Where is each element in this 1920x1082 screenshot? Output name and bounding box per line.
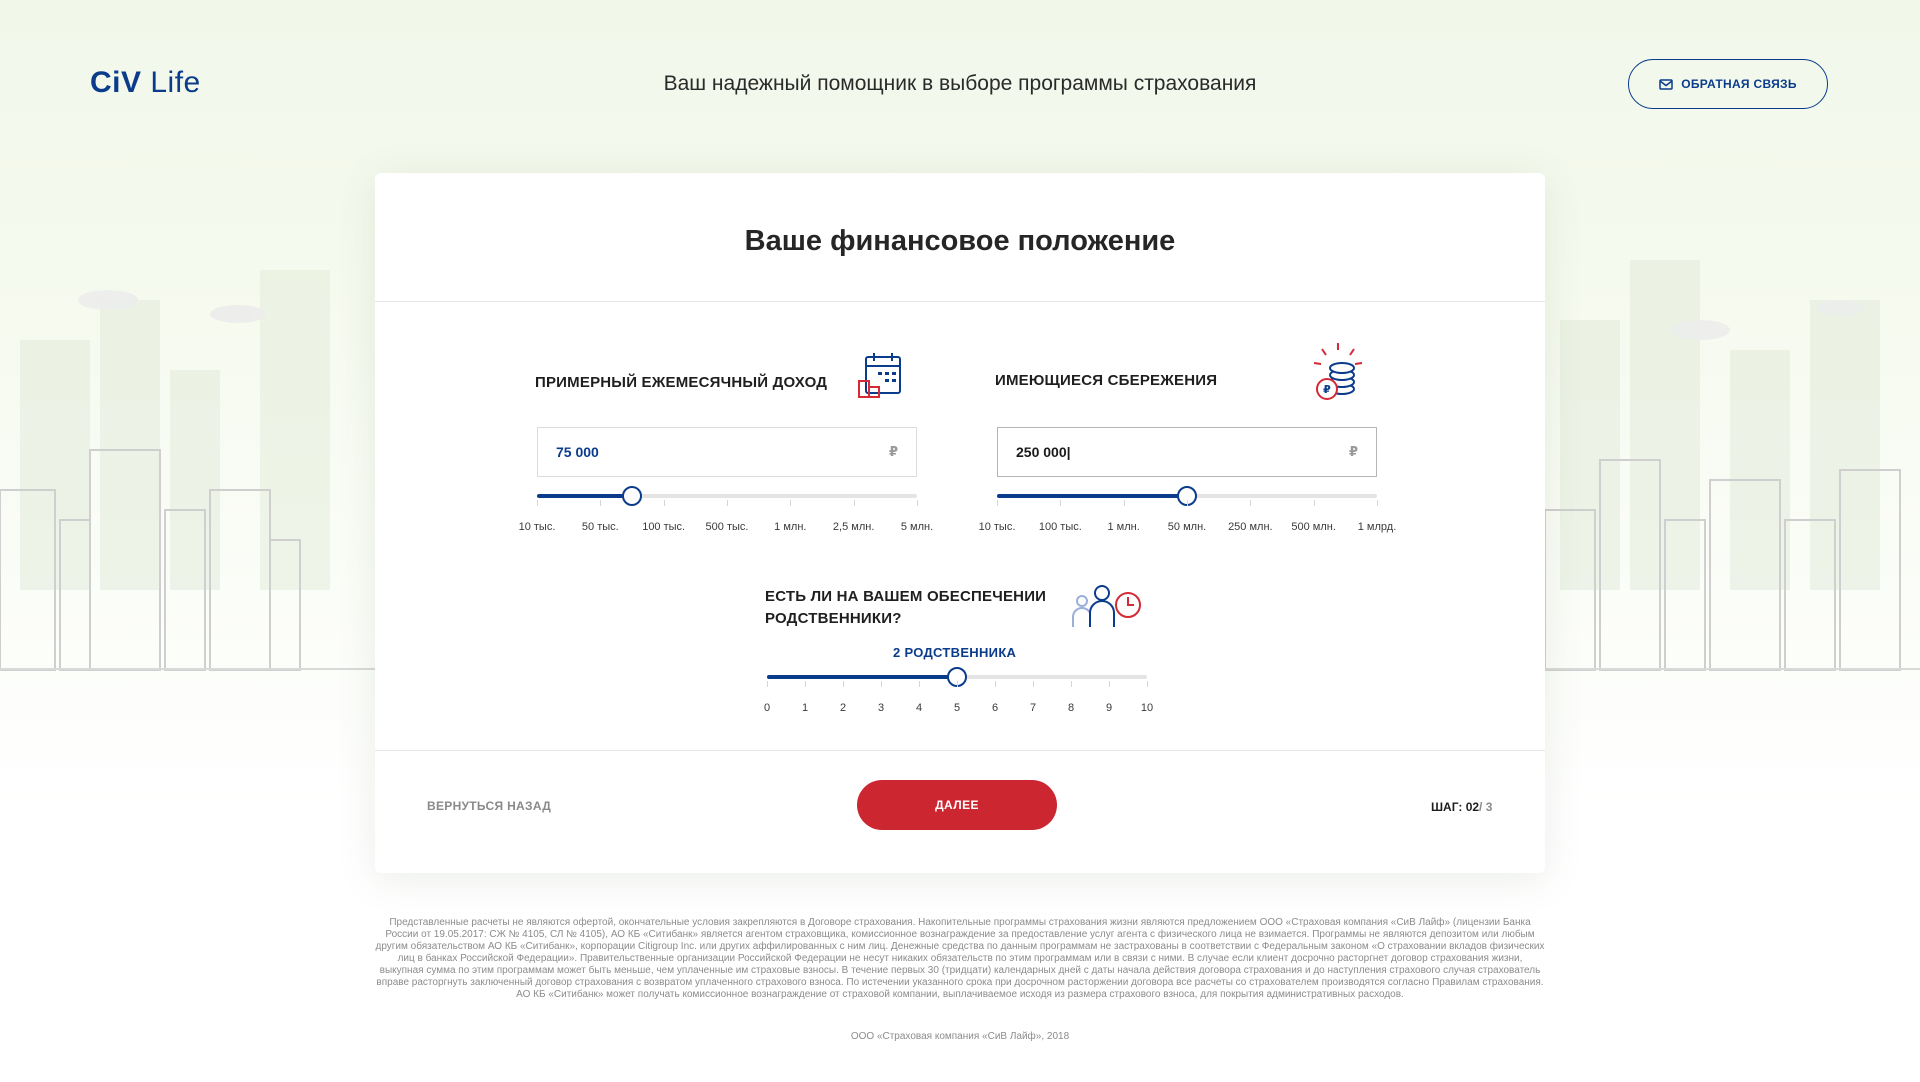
savings-input[interactable]	[997, 427, 1377, 477]
coin-stack-ruble-icon	[1310, 341, 1366, 403]
header-tagline: Ваш надежный помощник в выборе программы страхования	[663, 72, 1257, 95]
savings-tick-label: 1 млн.	[1107, 521, 1140, 533]
next-button[interactable]: ДАЛЕЕ	[857, 780, 1057, 830]
dependents-slider-tick	[1109, 681, 1110, 687]
savings-slider[interactable]	[997, 485, 1377, 505]
income-input[interactable]	[537, 427, 917, 477]
dependents-tick-label: 5	[953, 702, 961, 714]
logo-civ-text: CiV	[90, 66, 142, 99]
income-value: 75 000	[556, 444, 599, 460]
savings-slider-tick	[997, 500, 998, 506]
income-slider-tick	[727, 500, 728, 506]
income-slider-tick	[917, 500, 918, 506]
dependents-slider-tick	[957, 681, 958, 687]
income-tick-label: 10 тыс.	[518, 521, 556, 533]
dependents-tick-label: 3	[877, 702, 885, 714]
savings-label: ИМЕЮЩИЕСЯ СБЕРЕЖЕНИЯ	[995, 372, 1218, 389]
card-title: Ваше финансовое положение	[744, 225, 1176, 257]
income-slider-tick	[790, 500, 791, 506]
dependents-tick-label: 2	[839, 702, 847, 714]
dependents-tick-label: 7	[1029, 702, 1037, 714]
step-indicator	[1431, 800, 1492, 814]
family-clock-icon	[1070, 583, 1142, 631]
savings-slider-tick	[1060, 500, 1061, 506]
dependents-slider-tick	[843, 681, 844, 687]
step-total: / 3	[1479, 800, 1493, 814]
savings-slider-tick	[1124, 500, 1125, 506]
svg-text:₽: ₽	[1323, 383, 1331, 396]
dependents-label	[765, 586, 1046, 630]
copyright: ООО «Страховая компания «СиВ Лайф», 2018	[850, 1031, 1070, 1042]
savings-tick-label: 50 млн.	[1167, 521, 1207, 533]
dependents-tick-label: 8	[1067, 702, 1075, 714]
savings-slider-tick	[1377, 500, 1378, 506]
step-current: ШАГ: 02	[1431, 800, 1480, 814]
savings-slider-tick	[1187, 500, 1188, 506]
dependents-value: 2 РОДСТВЕННИКА	[893, 645, 1017, 660]
dependents-slider-tick	[767, 681, 768, 687]
income-tick-label: 500 тыс.	[705, 521, 749, 533]
dependents-slider-fill	[767, 675, 957, 679]
dependents-tick-label: 9	[1105, 702, 1113, 714]
dependents-tick-label: 4	[915, 702, 923, 714]
savings-slider-fill	[997, 494, 1187, 498]
dependents-slider[interactable]	[767, 666, 1147, 686]
income-slider-thumb[interactable]	[622, 486, 642, 506]
dependents-slider-tick	[1147, 681, 1148, 687]
income-currency: ₽	[888, 444, 898, 459]
calendar-coins-icon	[858, 351, 902, 399]
dependents-label-line1: ЕСТЬ ЛИ НА ВАШЕМ ОБЕСПЕЧЕНИИ	[765, 588, 1047, 605]
savings-tick-label: 10 тыс.	[978, 521, 1016, 533]
income-tick-label: 5 млн.	[900, 521, 934, 533]
savings-slider-tick	[1314, 500, 1315, 506]
savings-tick-label: 100 тыс.	[1038, 521, 1082, 533]
dependents-slider-tick	[1033, 681, 1034, 687]
back-link[interactable]: ВЕРНУТЬСЯ НАЗАД	[427, 799, 552, 813]
income-tick-label: 2,5 млн.	[832, 521, 875, 533]
feedback-button[interactable]	[1628, 59, 1828, 109]
logo-life-text: Life	[150, 66, 201, 99]
savings-currency: ₽	[1348, 444, 1358, 459]
dependents-label-line2: РОДСТВЕННИКИ?	[765, 610, 902, 627]
income-slider-tick	[664, 500, 665, 506]
envelope-icon	[1659, 79, 1673, 90]
income-slider-tick	[537, 500, 538, 506]
dependents-slider-tick	[919, 681, 920, 687]
income-slider[interactable]	[537, 485, 917, 505]
dependents-slider-tick	[1071, 681, 1072, 687]
footer-divider	[375, 750, 1545, 751]
income-label: ПРИМЕРНЫЙ ЕЖЕМЕСЯЧНЫЙ ДОХОД	[535, 374, 828, 391]
income-slider-tick	[854, 500, 855, 506]
dependents-slider-tick	[995, 681, 996, 687]
dependents-tick-label: 1	[801, 702, 809, 714]
dependents-tick-label: 0	[763, 702, 771, 714]
income-tick-label: 1 млн.	[774, 521, 807, 533]
dependents-slider-tick	[805, 681, 806, 687]
dependents-tick-label: 10	[1140, 702, 1154, 714]
income-tick-label: 50 тыс.	[581, 521, 619, 533]
income-slider-tick	[600, 500, 601, 506]
feedback-label: ОБРАТНАЯ СВЯЗЬ	[1681, 77, 1797, 91]
income-slider-fill	[537, 494, 632, 498]
dependents-slider-tick	[881, 681, 882, 687]
savings-slider-tick	[1250, 500, 1251, 506]
savings-tick-label: 1 млрд.	[1357, 521, 1397, 533]
income-tick-label: 100 тыс.	[642, 521, 686, 533]
savings-tick-label: 250 млн.	[1228, 521, 1273, 533]
legal-disclaimer: Представленные расчеты не являются офертой, окончательные условия закрепляются в Договоре страхования. Накопительные программы страхования жизни являются предложением ООО «Страховая компания «СиВ Лайф» (лицензии Банка России от 19.05.2017: СЖ № 4105, СЛ № 4105), АО КБ «Ситибанк» является агентом страховщика, комиссионное вознаграждение за предоставление услуг агента с физического лица не взимается. Программы не являются депозитом или любым другим обязательством АО КБ «Ситибанк», корпорации Citigroup Inc. или других аффилированных с ним лиц. Денежные средства по данным программам не застрахованы в соответствии с Федеральным законом «О страховании вкладов физических лиц в банках Российской Федерации». Правительственные организации Российской Федерации не несут никаких обязательств по этим программам или в связи с ними. В случае если клиент досрочно расторгнет договор страхования жизни, выкупная сумма по этим программам может быть меньше, чем уплаченные им страховые взносы. В течение первых 30 (тридцати) календарных дней с даты начала действия договора страхования и до наступления страхового случая страхователь вправе расторгнуть заключенный договор страхования с возвратом уплаченного страхового взноса. По истечении указанного срока при досрочном расторжении договора все расчеты со страхователем производятся согласно Правилам страхования. АО КБ «Ситибанк» может получать комиссионное вознаграждение от страховой компании, выплачиваемое исходя из размера страхового взноса, для покрытия административных расходов.	[375, 917, 1545, 1000]
savings-tick-label: 500 млн.	[1291, 521, 1336, 533]
savings-value: 250 000|	[1016, 444, 1071, 460]
title-divider	[375, 301, 1545, 302]
dependents-tick-label: 6	[991, 702, 999, 714]
financial-form-card	[375, 173, 1545, 873]
